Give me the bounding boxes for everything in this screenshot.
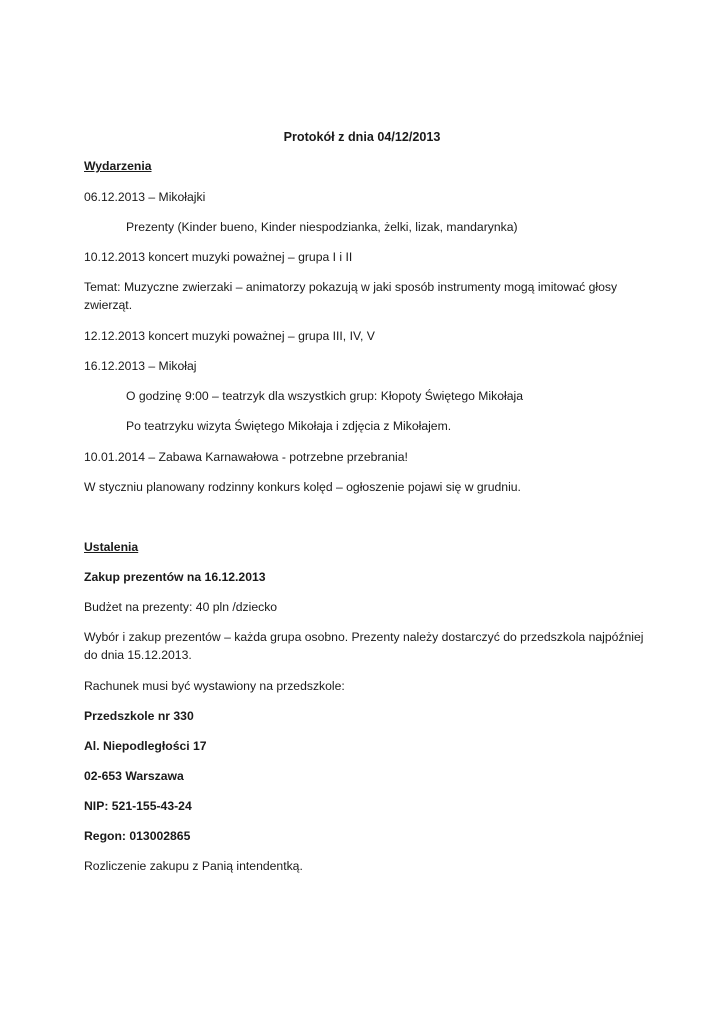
decisions-heading: Ustalenia bbox=[84, 540, 139, 554]
event-topic-line: Temat: Muzyczne zwierzaki – animatorzy pokazują w jaki sposób instrumenty mogą imitować głosy bbox=[84, 280, 618, 294]
document-title: Protokół z dnia 04/12/2013 bbox=[283, 130, 441, 144]
address-street: Al. Niepodległości 17 bbox=[84, 739, 207, 753]
event-line: W styczniu planowany rodzinny konkurs kolęd – ogłoszenie pojawi się w grudniu. bbox=[84, 480, 521, 494]
settlement-line: Rozliczenie zakupu z Panią intendentką. bbox=[84, 859, 303, 873]
address-city: 02-653 Warszawa bbox=[84, 769, 184, 783]
event-line: 16.12.2013 – Mikołaj bbox=[84, 359, 197, 373]
event-line: 12.12.2013 koncert muzyki poważnej – grupa III, IV, V bbox=[84, 329, 375, 343]
budget-line: Budżet na prezenty: 40 pln /dziecko bbox=[84, 600, 278, 614]
event-topic-line: zwierząt. bbox=[84, 298, 133, 312]
event-detail-line: Prezenty (Kinder bueno, Kinder niespodzianka, żelki, lizak, mandarynka) bbox=[126, 220, 518, 234]
event-line: 06.12.2013 – Mikołajki bbox=[84, 190, 206, 204]
event-line: 10.12.2013 koncert muzyki poważnej – grupa I i II bbox=[84, 250, 353, 264]
event-detail-line: O godzinę 9:00 – teatrzyk dla wszystkich grup: Kłopoty Świętego Mikołaja bbox=[126, 389, 523, 403]
regon-number: Regon: 013002865 bbox=[84, 829, 191, 843]
event-line: 10.01.2014 – Zabawa Karnawałowa - potrzebne przebrania! bbox=[84, 450, 408, 464]
nip-number: NIP: 521-155-43-24 bbox=[84, 799, 192, 813]
event-detail-line: Po teatrzyku wizyta Świętego Mikołaja i zdjęcia z Mikołajem. bbox=[126, 419, 452, 433]
gift-heading: Zakup prezentów na 16.12.2013 bbox=[84, 570, 266, 584]
address-name: Przedszkole nr 330 bbox=[84, 709, 194, 723]
selection-line: Wybór i zakup prezentów – każda grupa osobno. Prezenty należy dostarczyć do przedszkola najpóźniej bbox=[84, 630, 644, 644]
selection-line: do dnia 15.12.2013. bbox=[84, 648, 192, 662]
invoice-note: Rachunek musi być wystawiony na przedszkole: bbox=[84, 679, 345, 693]
events-heading: Wydarzenia bbox=[84, 159, 152, 173]
